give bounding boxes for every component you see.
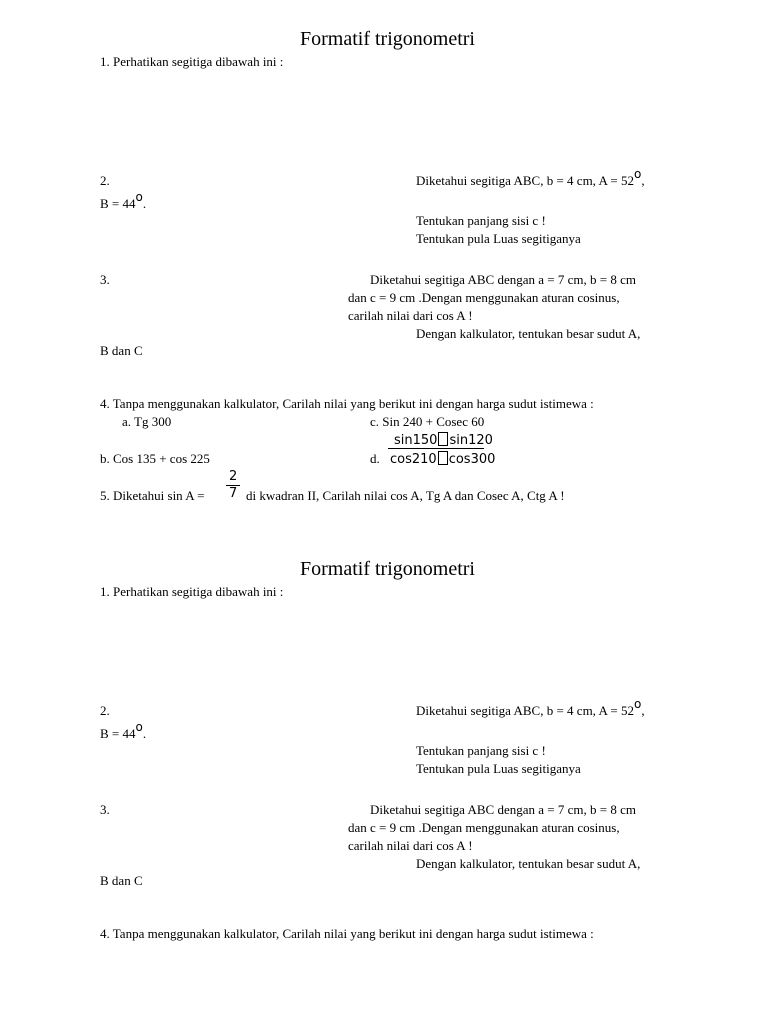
question-2-angle-b [100,190,147,211]
angle-b-end: . [142,726,147,741]
question-2-statement: Diketahui segitiga ABC, b = 4 cm, A = 52 [416,173,634,188]
question-3-line-2: dan c = 9 cm .Dengan menggunakan aturan cosinus, [348,290,620,305]
missing-glyph-box-icon [438,451,448,465]
question-2-comma: , [641,173,645,188]
question-3-line-3: carilah nilai dari cos A ! [348,838,473,853]
question-1: 1. Perhatikan segitiga dibawah ini : [100,584,284,599]
degree-symbol: o [633,697,642,711]
degree-symbol: o [135,720,143,734]
question-4-item-c: c. Sin 240 + Cosec 60 [370,414,485,429]
fraction-denominator: 7 [229,486,238,501]
question-2-part-b: Tentukan pula Luas segitiganya [416,761,581,776]
fraction-bar [388,448,484,449]
angle-b-label: B = 44 [100,726,136,741]
question-3-line-3: carilah nilai dari cos A ! [348,308,473,323]
angle-b-label: B = 44 [100,196,136,211]
question-3-number: 3. [100,802,110,817]
question-3-line-5: B dan C [100,873,143,888]
cos-label: cos [448,452,471,467]
question-2-angle-b [100,720,147,741]
question-1: 1. Perhatikan segitiga dibawah ini : [100,54,284,69]
fraction-numerator: 2 [229,469,238,484]
question-2-text [416,697,645,718]
question-3-line-2: dan c = 9 cm .Dengan menggunakan aturan cosinus, [348,820,620,835]
missing-glyph-box-icon [438,432,448,446]
fraction-d-denominator [390,451,495,466]
question-2-number: 2. [100,173,110,188]
degree-symbol: o [633,167,642,181]
question-4: 4. Tanpa menggunakan kalkulator, Carilah nilai yang berikut ini dengan harga sudut istimewa : [100,396,594,411]
fraction-d-numerator [394,432,493,447]
question-2-text [416,167,645,188]
cos-label: cos [390,452,412,467]
page-title: Formatif trigonometri [300,28,475,50]
page-title: Formatif trigonometri [300,558,475,580]
question-2-part-a: Tentukan panjang sisi c ! [416,743,546,758]
question-4-item-a: a. Tg 300 [122,414,172,429]
degree-symbol: o [135,190,143,204]
angle-b-end: . [142,196,147,211]
question-4-item-d: d. [370,451,380,466]
angle-value: 120 [468,433,493,448]
sin-label: sin [449,433,469,448]
angle-value: 210 [411,452,437,467]
question-2-comma: , [641,703,645,718]
question-4-item-b: b. Cos 135 + cos 225 [100,451,210,466]
question-2-statement: Diketahui segitiga ABC, b = 4 cm, A = 52 [416,703,634,718]
question-4: 4. Tanpa menggunakan kalkulator, Carilah nilai yang berikut ini dengan harga sudut istimewa : [100,926,594,941]
question-2-part-b: Tentukan pula Luas segitiganya [416,231,581,246]
question-3-line-1: Diketahui segitiga ABC dengan a = 7 cm, b = 8 cm [370,272,636,287]
question-2-part-a: Tentukan panjang sisi c ! [416,213,546,228]
angle-value: 150 [412,433,438,448]
question-3-line-4: Dengan kalkulator, tentukan besar sudut A, [416,856,641,871]
question-3-number: 3. [100,272,110,287]
question-3-line-5: B dan C [100,343,143,358]
question-3-line-4: Dengan kalkulator, tentukan besar sudut A, [416,326,641,341]
question-3-line-1: Diketahui segitiga ABC dengan a = 7 cm, b = 8 cm [370,802,636,817]
sin-label: sin [394,433,413,448]
question-2-number: 2. [100,703,110,718]
question-5-suffix: di kwadran II, Carilah nilai cos A, Tg A dan Cosec A, Ctg A ! [246,488,565,503]
question-5-prefix: 5. Diketahui sin A = [100,488,205,503]
angle-value: 300 [470,452,496,467]
